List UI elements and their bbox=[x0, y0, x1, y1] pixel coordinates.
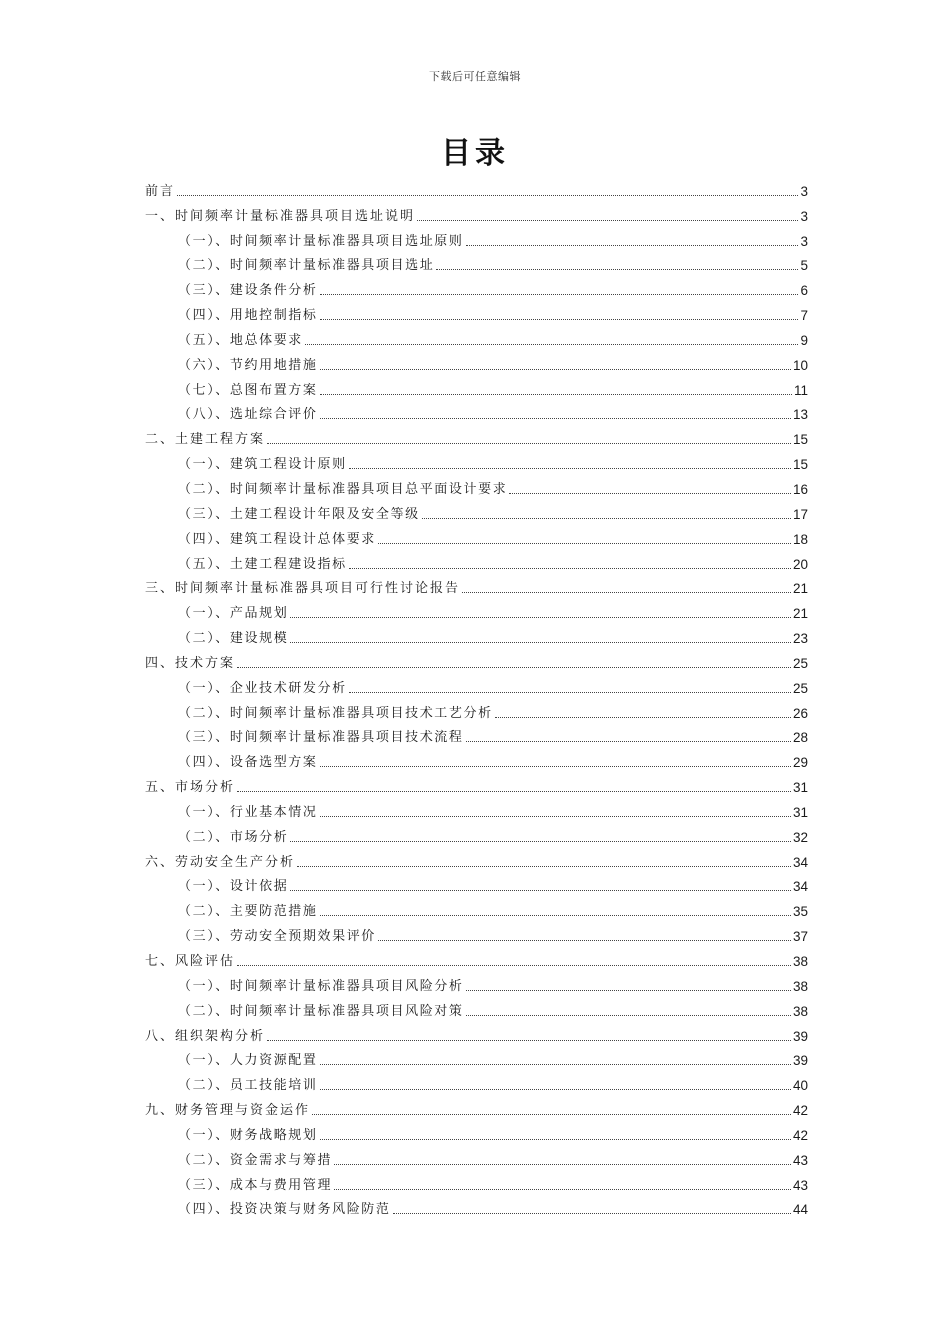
toc-entry-page: 32 bbox=[792, 829, 808, 845]
toc-leader-dots bbox=[349, 468, 791, 469]
toc-entry-page: 20 bbox=[792, 556, 808, 572]
toc-entry-label: （五）、土建工程建设指标 bbox=[178, 556, 347, 572]
toc-entry-page: 35 bbox=[792, 904, 808, 920]
toc-entry[interactable] bbox=[145, 1119, 808, 1144]
toc-entry-label: （一）、产品规划 bbox=[178, 606, 289, 622]
toc-entry-page: 40 bbox=[792, 1078, 808, 1094]
toc-leader-dots bbox=[320, 294, 799, 295]
toc-entry-page: 7 bbox=[800, 308, 808, 324]
toc-leader-dots bbox=[320, 319, 799, 320]
toc-entry-label: （七）、总图布置方案 bbox=[178, 382, 318, 398]
toc-entry-label: （二）、时间频率计量标准器具项目总平面设计要求 bbox=[178, 481, 508, 497]
toc-leader-dots bbox=[349, 692, 791, 693]
toc-leader-dots bbox=[466, 245, 799, 246]
toc-entry[interactable] bbox=[145, 423, 808, 448]
toc-entry-label: （四）、投资决策与财务风险防范 bbox=[178, 1202, 391, 1218]
toc-entry[interactable] bbox=[145, 200, 808, 225]
download-note: 下载后可任意编辑 bbox=[429, 70, 521, 83]
toc-entry-page: 31 bbox=[792, 804, 808, 820]
toc-entry-label: 一、时间频率计量标准器具项目选址说明 bbox=[145, 208, 416, 224]
toc-entry-page: 38 bbox=[792, 978, 808, 994]
toc-entry-label: （六）、节约用地措施 bbox=[178, 357, 318, 373]
toc-entry-label: （二）、时间频率计量标准器具项目选址 bbox=[178, 258, 435, 274]
toc-leader-dots bbox=[417, 220, 798, 221]
toc-entry-label: （三）、时间频率计量标准器具项目技术流程 bbox=[178, 730, 464, 746]
toc-leader-dots bbox=[495, 717, 791, 718]
toc-leader-dots bbox=[290, 617, 791, 618]
toc-entry-page: 3 bbox=[800, 183, 808, 199]
toc-entry[interactable] bbox=[145, 399, 808, 424]
toc-entry-page: 43 bbox=[792, 1152, 808, 1168]
toc-entry[interactable] bbox=[145, 324, 808, 349]
toc-entry[interactable] bbox=[145, 597, 808, 622]
toc-entry-label: （一）、企业技术研发分析 bbox=[178, 680, 347, 696]
toc-leader-dots bbox=[462, 592, 791, 593]
toc-entry[interactable] bbox=[145, 448, 808, 473]
toc-entry-label: （二）、建设规模 bbox=[178, 631, 289, 647]
toc-entry-page: 28 bbox=[792, 730, 808, 746]
toc-leader-dots bbox=[305, 344, 799, 345]
toc-entry[interactable] bbox=[145, 523, 808, 548]
toc-leader-dots bbox=[237, 791, 791, 792]
toc-entry-page: 25 bbox=[792, 680, 808, 696]
toc-entry-label: （二）、时间频率计量标准器具项目技术工艺分析 bbox=[178, 705, 493, 721]
toc-leader-dots bbox=[436, 269, 798, 270]
toc-entry-label: 五、市场分析 bbox=[145, 780, 236, 796]
toc-leader-dots bbox=[378, 543, 791, 544]
toc-entry[interactable] bbox=[145, 746, 808, 771]
toc-entry[interactable] bbox=[145, 771, 808, 796]
toc-entry-label: 八、组织架构分析 bbox=[145, 1028, 266, 1044]
toc-entry[interactable] bbox=[145, 697, 808, 722]
toc-entry-label: （二）、时间频率计量标准器具项目风险对策 bbox=[178, 1003, 464, 1019]
toc-entry[interactable] bbox=[145, 672, 808, 697]
toc-entry[interactable] bbox=[145, 349, 808, 374]
toc-entry-label: （一）、建筑工程设计原则 bbox=[178, 457, 347, 473]
toc-entry-label: 九、财务管理与资金运作 bbox=[145, 1103, 311, 1119]
toc-entry-label: （二）、员工技能培训 bbox=[178, 1078, 318, 1094]
toc-entry-page: 34 bbox=[792, 879, 808, 895]
toc-entry[interactable] bbox=[145, 920, 808, 945]
toc-entry[interactable] bbox=[145, 895, 808, 920]
toc-entry-label: 前言 bbox=[145, 183, 176, 199]
toc-leader-dots bbox=[334, 1164, 791, 1165]
toc-entry[interactable] bbox=[145, 274, 808, 299]
toc-entry[interactable] bbox=[145, 1169, 808, 1194]
toc-title: 目录 bbox=[441, 136, 509, 171]
toc-entry-label: （一）、设计依据 bbox=[178, 879, 289, 895]
toc-entry-label: （八）、选址综合评价 bbox=[178, 407, 318, 423]
toc-entry-label: （一）、时间频率计量标准器具项目选址原则 bbox=[178, 233, 464, 249]
toc-leader-dots bbox=[290, 642, 791, 643]
toc-leader-dots bbox=[290, 841, 791, 842]
toc-entry-label: （一）、人力资源配置 bbox=[178, 1053, 318, 1069]
toc-entry-label: （四）、设备选型方案 bbox=[178, 755, 318, 771]
toc-entry[interactable] bbox=[145, 796, 808, 821]
toc-entry-label: 六、劳动安全生产分析 bbox=[145, 854, 296, 870]
toc-entry-page: 23 bbox=[792, 631, 808, 647]
toc-entry[interactable] bbox=[145, 175, 808, 200]
toc-entry-page: 5 bbox=[800, 258, 808, 274]
toc-leader-dots bbox=[422, 518, 791, 519]
toc-entry[interactable] bbox=[145, 299, 808, 324]
toc-entry[interactable] bbox=[145, 647, 808, 672]
toc-leader-dots bbox=[177, 195, 798, 196]
toc-entry-label: （四）、用地控制指标 bbox=[178, 308, 318, 324]
toc-entry[interactable] bbox=[145, 846, 808, 871]
toc-entry-label: 二、土建工程方案 bbox=[145, 432, 266, 448]
toc-entry-page: 39 bbox=[792, 1028, 808, 1044]
toc-entry[interactable] bbox=[145, 498, 808, 523]
toc-entry[interactable] bbox=[145, 573, 808, 598]
toc-entry[interactable] bbox=[145, 1094, 808, 1119]
toc-entry[interactable] bbox=[145, 970, 808, 995]
toc-leader-dots bbox=[320, 369, 791, 370]
toc-entry[interactable] bbox=[145, 871, 808, 896]
toc-leader-dots bbox=[320, 915, 791, 916]
toc-leader-dots bbox=[312, 1114, 791, 1115]
toc-entry[interactable] bbox=[145, 1144, 808, 1169]
toc-entry[interactable] bbox=[145, 945, 808, 970]
toc-entry-label: 三、时间频率计量标准器具项目可行性讨论报告 bbox=[145, 581, 461, 597]
toc-entry-page: 42 bbox=[792, 1103, 808, 1119]
toc-entry-label: 四、技术方案 bbox=[145, 655, 236, 671]
toc-entry-page: 26 bbox=[792, 705, 808, 721]
toc-entry[interactable] bbox=[145, 722, 808, 747]
toc-entry-label: （二）、资金需求与筹措 bbox=[178, 1152, 333, 1168]
table-of-contents bbox=[145, 175, 808, 1218]
toc-entry-page: 21 bbox=[792, 606, 808, 622]
toc-entry-page: 16 bbox=[792, 481, 808, 497]
toc-entry[interactable] bbox=[145, 821, 808, 846]
toc-entry-label: （三）、劳动安全预期效果评价 bbox=[178, 929, 376, 945]
toc-leader-dots bbox=[393, 1213, 791, 1214]
toc-leader-dots bbox=[320, 394, 792, 395]
toc-entry-page: 15 bbox=[792, 432, 808, 448]
toc-leader-dots bbox=[297, 866, 791, 867]
toc-leader-dots bbox=[320, 816, 791, 817]
toc-leader-dots bbox=[509, 493, 791, 494]
toc-entry-label: （二）、主要防范措施 bbox=[178, 904, 318, 920]
toc-entry-page: 6 bbox=[800, 283, 808, 299]
toc-leader-dots bbox=[466, 741, 791, 742]
toc-entry[interactable] bbox=[145, 250, 808, 275]
toc-leader-dots bbox=[320, 1064, 791, 1065]
toc-leader-dots bbox=[320, 1139, 791, 1140]
toc-entry-label: （二）、市场分析 bbox=[178, 829, 289, 845]
toc-entry-page: 17 bbox=[792, 506, 808, 522]
toc-leader-dots bbox=[290, 890, 791, 891]
toc-leader-dots bbox=[237, 965, 791, 966]
toc-entry-page: 10 bbox=[792, 357, 808, 373]
toc-leader-dots bbox=[267, 443, 791, 444]
toc-entry-label: （三）、建设条件分析 bbox=[178, 283, 318, 299]
toc-leader-dots bbox=[466, 990, 791, 991]
toc-leader-dots bbox=[349, 568, 791, 569]
toc-entry-page: 21 bbox=[792, 581, 808, 597]
toc-entry-page: 3 bbox=[800, 233, 808, 249]
toc-entry-page: 13 bbox=[792, 407, 808, 423]
toc-entry-page: 34 bbox=[792, 854, 808, 870]
toc-entry-page: 29 bbox=[792, 755, 808, 771]
toc-entry[interactable] bbox=[145, 374, 808, 399]
toc-entry[interactable] bbox=[145, 548, 808, 573]
toc-entry-label: （四）、建筑工程设计总体要求 bbox=[178, 531, 376, 547]
toc-entry[interactable] bbox=[145, 225, 808, 250]
toc-entry-page: 3 bbox=[800, 208, 808, 224]
toc-entry-page: 43 bbox=[792, 1177, 808, 1193]
toc-entry-page: 38 bbox=[792, 1003, 808, 1019]
toc-entry[interactable] bbox=[145, 1069, 808, 1094]
toc-entry-label: 七、风险评估 bbox=[145, 954, 236, 969]
toc-entry-page: 42 bbox=[792, 1127, 808, 1143]
toc-entry[interactable] bbox=[145, 473, 808, 498]
toc-entry-label: （一）、时间频率计量标准器具项目风险分析 bbox=[178, 978, 464, 994]
toc-entry-page: 15 bbox=[792, 457, 808, 473]
toc-entry-label: （五）、地总体要求 bbox=[178, 332, 303, 348]
toc-entry[interactable] bbox=[145, 995, 808, 1020]
toc-leader-dots bbox=[320, 766, 791, 767]
toc-entry-page: 37 bbox=[792, 929, 808, 945]
toc-entry[interactable] bbox=[145, 1020, 808, 1045]
toc-entry-page: 9 bbox=[800, 332, 808, 348]
toc-entry-page: 38 bbox=[792, 954, 808, 969]
toc-entry-label: （一）、行业基本情况 bbox=[178, 804, 318, 820]
toc-leader-dots bbox=[466, 1015, 791, 1016]
toc-leader-dots bbox=[320, 1089, 791, 1090]
toc-entry[interactable] bbox=[145, 1045, 808, 1070]
toc-entry-page: 44 bbox=[792, 1202, 808, 1218]
toc-leader-dots bbox=[378, 940, 791, 941]
toc-entry-page: 18 bbox=[792, 531, 808, 547]
toc-entry-label: （三）、成本与费用管理 bbox=[178, 1177, 333, 1193]
toc-entry[interactable] bbox=[145, 622, 808, 647]
toc-leader-dots bbox=[267, 1040, 791, 1041]
toc-leader-dots bbox=[237, 667, 791, 668]
toc-entry-page: 25 bbox=[792, 655, 808, 671]
toc-entry-page: 31 bbox=[792, 780, 808, 796]
toc-entry-label: （三）、土建工程设计年限及安全等级 bbox=[178, 506, 420, 522]
toc-leader-dots bbox=[334, 1189, 791, 1190]
toc-entry-page: 11 bbox=[793, 382, 808, 398]
toc-entry-label: （一）、财务战略规划 bbox=[178, 1127, 318, 1143]
toc-entry-page: 39 bbox=[792, 1053, 808, 1069]
toc-entry[interactable] bbox=[145, 1194, 808, 1219]
toc-leader-dots bbox=[320, 418, 791, 419]
